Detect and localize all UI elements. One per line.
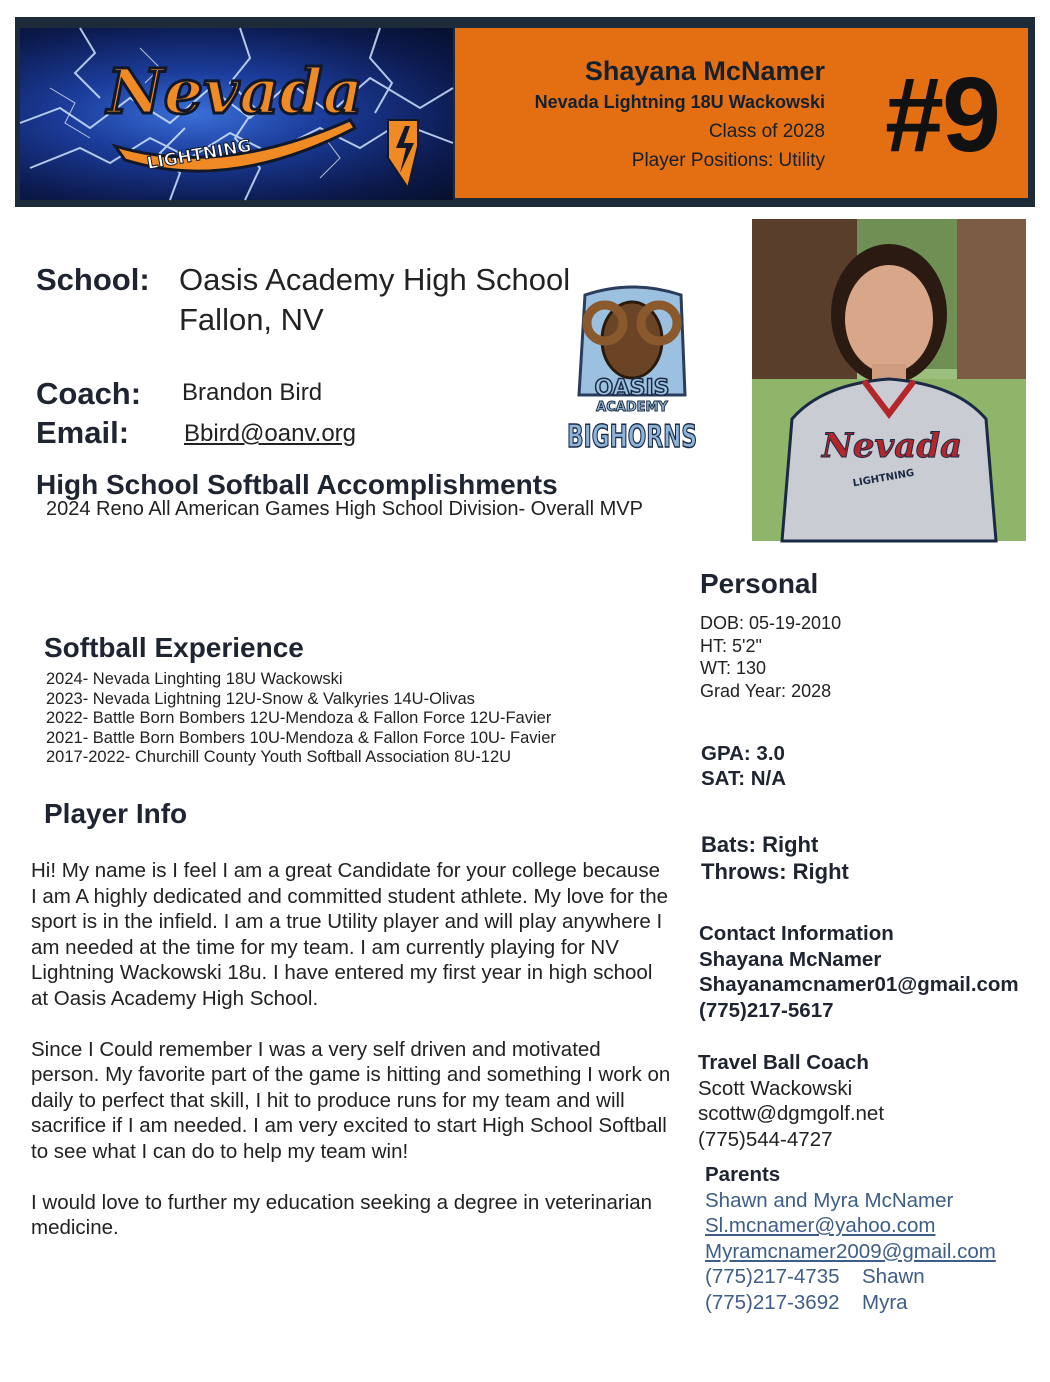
sat: SAT: N/A <box>701 767 787 790</box>
parent-phone: (775)217-3692 <box>705 1290 840 1314</box>
player-photo <box>752 219 1026 541</box>
contact-name: Shayana McNamer <box>699 947 882 971</box>
logo-oasis-text: OASIS <box>594 376 670 401</box>
travel-coach-email[interactable]: scottw@dgmgolf.net <box>698 1102 885 1125</box>
travel-coach-name: Scott Wackowski <box>698 1076 853 1100</box>
bats: Bats: Right <box>701 832 819 857</box>
throws: Throws: Right <box>701 859 849 884</box>
personal-title: Personal <box>700 568 819 599</box>
accomplishments-title: High School Softball Accomplishments <box>36 469 558 500</box>
parents-section <box>705 1162 996 1315</box>
parents-title: Parents <box>705 1163 781 1186</box>
player-bio <box>31 858 671 1266</box>
bio-paragraph: I would love to further my education seeking a degree in veterinarian medicine. <box>31 1190 653 1239</box>
parent-phone-name: Shawn <box>862 1265 925 1288</box>
contact-email[interactable]: Shayanamcnamer01@gmail.com <box>699 973 1019 996</box>
oasis-bighorns-logo <box>563 285 701 457</box>
accomplishment-item: 2024 Reno All American Games High School Division- Overall MVP <box>46 498 643 520</box>
parent-phone-name: Myra <box>862 1290 908 1314</box>
bio-paragraph: Hi! My name is I feel I am a great Candidate for your college because I am A highly dedicated and committed student athlete. My love for the sport is in the infield. I am a true Utility player and will play anywhere I am needed at the time for my team. I am currently playing for NV Lightning Wackowski 18u. I have entered my first year in high school at Oasis Academy High School. <box>31 859 669 1010</box>
jersey-sub-text: LIGHTNING <box>851 467 916 490</box>
player-name: Shayana McNamer <box>584 56 825 86</box>
parent-phone: (775)217-4735 <box>705 1265 840 1288</box>
school-label: School: <box>36 262 150 297</box>
nevada-lightning-logo <box>20 28 453 200</box>
bio-paragraph: Since I Could remember I was a very self driven and motivated person. My favorite part of the game is hitting and something I work on daily to perfect that skill, I hit to produce runs for my team and will sacrifice if I am needed. I am very excited to start High School Softball to see what I can do to help my team win! <box>31 1037 671 1163</box>
parent-email-link[interactable]: Sl.mcnamer@yahoo.com <box>705 1214 936 1237</box>
travel-coach-title: Travel Ball Coach <box>698 1051 869 1074</box>
dob: DOB: 05-19-2010 <box>700 613 842 633</box>
experience-item: 2024- Nevada Linghting 18U Wackowski <box>46 670 343 688</box>
gpa: GPA: 3.0 <box>701 742 785 765</box>
experience-item: 2017-2022- Churchill County Youth Softball Association 8U-12U <box>46 748 512 766</box>
experience-list <box>46 670 556 768</box>
team-name: Nevada Lightning 18U Wackowski <box>534 92 825 112</box>
grad-year: Grad Year: 2028 <box>700 680 832 701</box>
jersey-number: #9 <box>885 56 999 174</box>
parent-phone-row <box>705 1290 996 1316</box>
coach-email-link[interactable]: Bbird@oanv.org <box>184 420 357 447</box>
experience-item: 2022- Battle Born Bombers 12U-Mendoza & Fallon Force 12U-Favier <box>46 709 552 727</box>
bats-throws <box>701 831 849 885</box>
contact-phone: (775)217-5617 <box>699 998 834 1022</box>
logo-lightning-text: LIGHTNING <box>145 136 253 175</box>
contact-information <box>699 921 1019 1023</box>
school-name: Oasis Academy High School <box>179 262 571 297</box>
logo-academy-text: ACADEMY <box>596 400 668 415</box>
experience-item: 2021- Battle Born Bombers 10U-Mendoza & Fallon Force 10U- Favier <box>46 728 556 747</box>
parents-names: Shawn and Myra McNamer <box>705 1188 954 1212</box>
jersey-text: Nevada <box>821 426 963 466</box>
school-city: Fallon, NV <box>179 302 324 337</box>
logo-bighorns-text: BIGHORNS <box>567 419 697 455</box>
experience-title: Softball Experience <box>44 632 304 663</box>
personal-details <box>700 612 841 702</box>
parent-phone-row <box>705 1264 996 1290</box>
coach-name: Brandon Bird <box>182 379 323 406</box>
coach-label: Coach: <box>36 376 142 411</box>
email-label: Email: <box>36 415 130 450</box>
nevada-state-icon <box>388 120 418 188</box>
travel-coach-phone: (775)544-4727 <box>698 1127 833 1151</box>
experience-item: 2023- Nevada Lightning 12U-Snow & Valkyries 14U-Olivas <box>46 689 475 708</box>
height: HT: 5'2" <box>700 635 762 656</box>
lightning-background <box>20 28 453 200</box>
parent-email-link[interactable]: Myramcnamer2009@gmail.com <box>705 1239 996 1263</box>
weight: WT: 130 <box>700 658 767 678</box>
player-positions: Player Positions: Utility <box>631 150 825 171</box>
academics <box>701 741 786 791</box>
class-year: Class of 2028 <box>708 121 825 142</box>
logo-nevada-text: Nevada <box>107 55 363 128</box>
player-info-title: Player Info <box>44 798 188 829</box>
contact-title: Contact Information <box>699 922 894 945</box>
travel-ball-coach <box>698 1050 884 1152</box>
